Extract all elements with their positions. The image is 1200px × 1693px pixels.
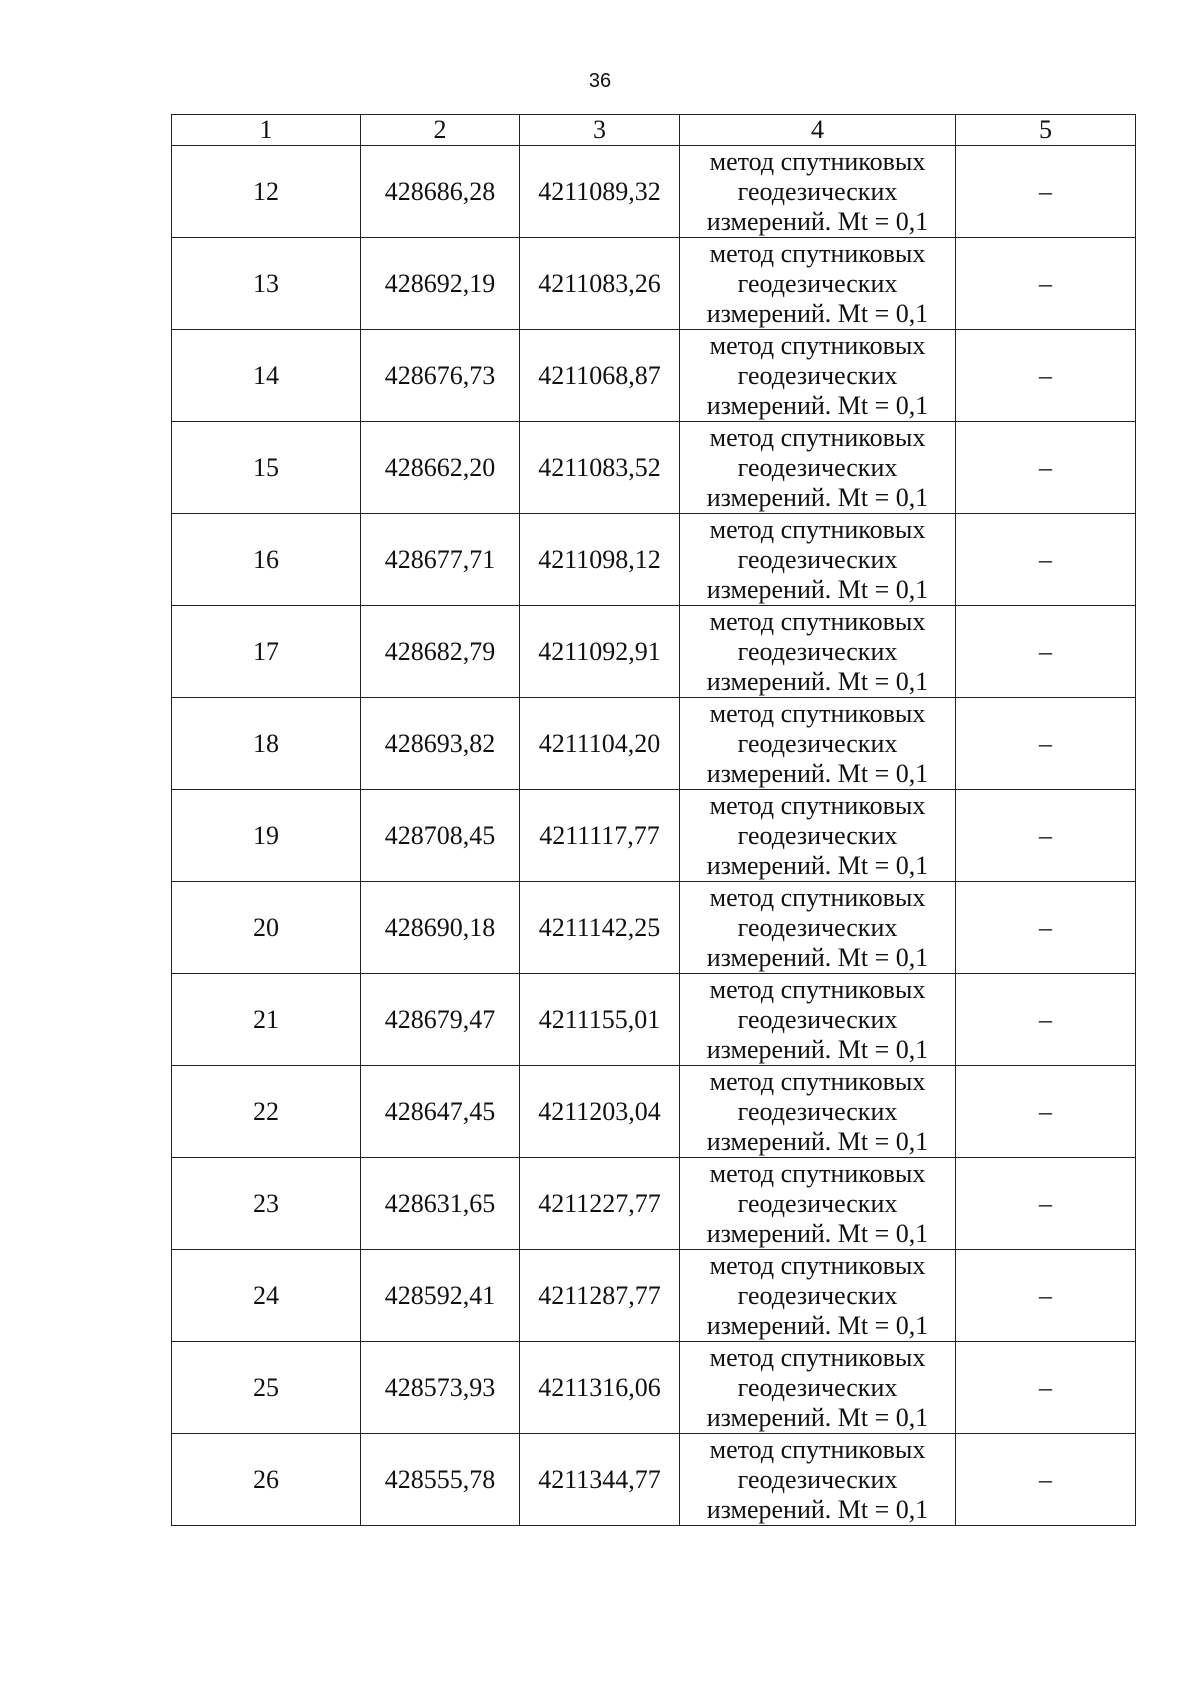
- method-line: измерений. Mt = 0,1: [706, 1218, 929, 1248]
- method-cell: [680, 698, 956, 790]
- coordinate-x-cell: 428693,82: [361, 698, 520, 790]
- method-line: геодезических: [737, 1096, 898, 1126]
- table-row: [172, 606, 1136, 698]
- table-row: [172, 1434, 1136, 1526]
- method-line: геодезических: [737, 728, 898, 758]
- coordinate-x-cell: 428662,20: [361, 422, 520, 514]
- method-line: измерений. Mt = 0,1: [706, 298, 929, 328]
- method-line: измерений. Mt = 0,1: [706, 574, 929, 604]
- method-line: измерений. Mt = 0,1: [706, 942, 929, 972]
- table-row: [172, 1158, 1136, 1250]
- method-line: метод спутниковых: [709, 1066, 926, 1096]
- coordinates-table: [171, 114, 1136, 1526]
- method-cell: [680, 422, 956, 514]
- point-number-cell: 22: [172, 1066, 361, 1158]
- method-line: метод спутниковых: [709, 146, 926, 176]
- point-number-cell: 26: [172, 1434, 361, 1526]
- coordinate-y-cell: 4211089,32: [520, 146, 680, 238]
- point-number-cell: 19: [172, 790, 361, 882]
- coordinate-x-cell: 428679,47: [361, 974, 520, 1066]
- coordinate-y-cell: 4211083,52: [520, 422, 680, 514]
- method-line: метод спутниковых: [709, 698, 926, 728]
- coordinate-y-cell: 4211155,01: [520, 974, 680, 1066]
- table-row: [172, 330, 1136, 422]
- coordinate-x-cell: 428573,93: [361, 1342, 520, 1434]
- coordinate-x-cell: 428708,45: [361, 790, 520, 882]
- table-body: [172, 146, 1136, 1526]
- column-5-cell: –: [956, 1066, 1136, 1158]
- method-cell: [680, 1066, 956, 1158]
- method-line: геодезических: [737, 1188, 898, 1218]
- column-5-cell: –: [956, 330, 1136, 422]
- coordinate-y-cell: 4211104,20: [520, 698, 680, 790]
- method-line: геодезических: [737, 1280, 898, 1310]
- coordinate-y-cell: 4211117,77: [520, 790, 680, 882]
- table-row: [172, 698, 1136, 790]
- column-5-cell: –: [956, 238, 1136, 330]
- method-line: измерений. Mt = 0,1: [706, 390, 929, 420]
- column-5-cell: –: [956, 146, 1136, 238]
- method-line: измерений. Mt = 0,1: [706, 1310, 929, 1340]
- coordinate-y-cell: 4211203,04: [520, 1066, 680, 1158]
- method-line: измерений. Mt = 0,1: [706, 1494, 929, 1524]
- coordinate-x-cell: 428592,41: [361, 1250, 520, 1342]
- point-number-cell: 18: [172, 698, 361, 790]
- column-5-cell: –: [956, 1250, 1136, 1342]
- point-number-cell: 25: [172, 1342, 361, 1434]
- column-header-3: 3: [520, 115, 680, 146]
- point-number-cell: 16: [172, 514, 361, 606]
- method-line: измерений. Mt = 0,1: [706, 482, 929, 512]
- coordinate-y-cell: 4211227,77: [520, 1158, 680, 1250]
- point-number-cell: 14: [172, 330, 361, 422]
- coordinate-y-cell: 4211092,91: [520, 606, 680, 698]
- method-line: метод спутниковых: [709, 330, 926, 360]
- method-line: метод спутниковых: [709, 606, 926, 636]
- method-line: измерений. Mt = 0,1: [706, 1126, 929, 1156]
- method-line: метод спутниковых: [709, 422, 926, 452]
- table-row: [172, 422, 1136, 514]
- page-number: 36: [588, 70, 612, 92]
- coordinate-x-cell: 428677,71: [361, 514, 520, 606]
- table-row: [172, 514, 1136, 606]
- table-row: [172, 1066, 1136, 1158]
- method-cell: [680, 146, 956, 238]
- method-cell: [680, 606, 956, 698]
- method-line: метод спутниковых: [709, 1158, 926, 1188]
- method-line: геодезических: [737, 360, 898, 390]
- table-row: [172, 1342, 1136, 1434]
- column-5-cell: –: [956, 606, 1136, 698]
- coordinate-y-cell: 4211344,77: [520, 1434, 680, 1526]
- method-cell: [680, 238, 956, 330]
- table-row: [172, 238, 1136, 330]
- method-line: измерений. Mt = 0,1: [706, 758, 929, 788]
- method-line: метод спутниковых: [709, 1434, 926, 1464]
- column-5-cell: –: [956, 514, 1136, 606]
- method-line: геодезических: [737, 636, 898, 666]
- point-number-cell: 21: [172, 974, 361, 1066]
- table-row: [172, 882, 1136, 974]
- method-line: геодезических: [737, 268, 898, 298]
- method-cell: [680, 1434, 956, 1526]
- method-line: геодезических: [737, 1372, 898, 1402]
- method-line: метод спутниковых: [709, 1250, 926, 1280]
- method-cell: [680, 1250, 956, 1342]
- column-header-2: 2: [361, 115, 520, 146]
- method-line: геодезических: [737, 452, 898, 482]
- method-cell: [680, 882, 956, 974]
- method-cell: [680, 974, 956, 1066]
- method-line: метод спутниковых: [709, 514, 926, 544]
- coordinate-x-cell: 428690,18: [361, 882, 520, 974]
- method-line: метод спутниковых: [709, 882, 926, 912]
- method-line: геодезических: [737, 912, 898, 942]
- method-line: метод спутниковых: [709, 1342, 926, 1372]
- method-line: геодезических: [737, 1464, 898, 1494]
- column-header-1: 1: [172, 115, 361, 146]
- method-line: метод спутниковых: [709, 790, 926, 820]
- coordinate-y-cell: 4211142,25: [520, 882, 680, 974]
- method-line: измерений. Mt = 0,1: [706, 1034, 929, 1064]
- table-row: [172, 974, 1136, 1066]
- coordinate-x-cell: 428686,28: [361, 146, 520, 238]
- point-number-cell: 12: [172, 146, 361, 238]
- coordinate-y-cell: 4211287,77: [520, 1250, 680, 1342]
- method-line: геодезических: [737, 820, 898, 850]
- method-line: геодезических: [737, 544, 898, 574]
- coordinate-y-cell: 4211068,87: [520, 330, 680, 422]
- method-line: измерений. Mt = 0,1: [706, 206, 929, 236]
- column-5-cell: –: [956, 1342, 1136, 1434]
- coordinate-x-cell: 428692,19: [361, 238, 520, 330]
- column-5-cell: –: [956, 422, 1136, 514]
- method-line: метод спутниковых: [709, 238, 926, 268]
- table-row: [172, 1250, 1136, 1342]
- method-cell: [680, 514, 956, 606]
- coordinate-x-cell: 428682,79: [361, 606, 520, 698]
- coordinate-y-cell: 4211083,26: [520, 238, 680, 330]
- method-line: геодезических: [737, 1004, 898, 1034]
- point-number-cell: 24: [172, 1250, 361, 1342]
- table-header-row: [172, 115, 1136, 146]
- coordinate-y-cell: 4211316,06: [520, 1342, 680, 1434]
- coordinate-x-cell: 428555,78: [361, 1434, 520, 1526]
- point-number-cell: 15: [172, 422, 361, 514]
- column-header-4: 4: [680, 115, 956, 146]
- column-5-cell: –: [956, 698, 1136, 790]
- method-line: геодезических: [737, 176, 898, 206]
- coordinate-x-cell: 428676,73: [361, 330, 520, 422]
- coordinate-x-cell: 428647,45: [361, 1066, 520, 1158]
- coordinate-y-cell: 4211098,12: [520, 514, 680, 606]
- method-line: измерений. Mt = 0,1: [706, 666, 929, 696]
- point-number-cell: 23: [172, 1158, 361, 1250]
- column-5-cell: –: [956, 790, 1136, 882]
- table-row: [172, 790, 1136, 882]
- table-row: [172, 146, 1136, 238]
- column-5-cell: –: [956, 1434, 1136, 1526]
- method-line: измерений. Mt = 0,1: [706, 1402, 929, 1432]
- point-number-cell: 20: [172, 882, 361, 974]
- column-5-cell: –: [956, 974, 1136, 1066]
- column-5-cell: –: [956, 1158, 1136, 1250]
- method-line: метод спутниковых: [709, 974, 926, 1004]
- column-header-5: 5: [956, 115, 1136, 146]
- column-5-cell: –: [956, 882, 1136, 974]
- point-number-cell: 13: [172, 238, 361, 330]
- method-cell: [680, 330, 956, 422]
- method-cell: [680, 790, 956, 882]
- method-line: измерений. Mt = 0,1: [706, 850, 929, 880]
- method-cell: [680, 1342, 956, 1434]
- coordinate-x-cell: 428631,65: [361, 1158, 520, 1250]
- method-cell: [680, 1158, 956, 1250]
- point-number-cell: 17: [172, 606, 361, 698]
